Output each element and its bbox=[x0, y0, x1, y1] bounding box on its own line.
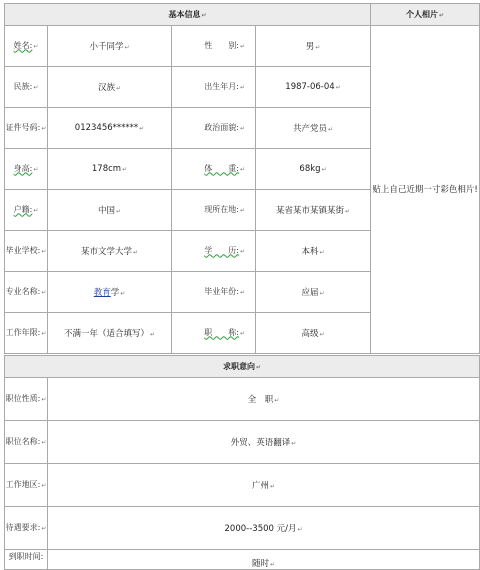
weight-label: 体 重:↵ bbox=[172, 149, 256, 190]
residence-label: 现所在地:↵ bbox=[172, 190, 256, 231]
job-label: 职位名称:↵ bbox=[5, 421, 48, 464]
title-value: 高级↵ bbox=[256, 313, 371, 354]
height-value: 178cm↵ bbox=[48, 149, 172, 190]
political-label: 政治面貌:↵ bbox=[172, 108, 256, 149]
job-intent-header: 求职意向↵ bbox=[5, 356, 480, 378]
weight-value: 68kg↵ bbox=[256, 149, 371, 190]
job-intent-table bbox=[4, 355, 480, 570]
birth-value: 1987-06-04↵ bbox=[256, 67, 371, 108]
photo-placeholder: 贴上自己近期一寸彩色相片! bbox=[371, 26, 480, 354]
job-value: 外贸、英语翻译↵ bbox=[48, 421, 480, 464]
political-value: 共产党员↵ bbox=[256, 108, 371, 149]
salary-label: 待遇要求:↵ bbox=[5, 507, 48, 550]
basic-info-table bbox=[4, 3, 480, 354]
exp-value: 不满一年（适合填写）↵ bbox=[48, 313, 172, 354]
grad-label: 毕业年份:↵ bbox=[172, 272, 256, 313]
area-label: 工作地区:↵ bbox=[5, 464, 48, 507]
area-value: 广州↵ bbox=[48, 464, 480, 507]
name-label: 姓名:↵ bbox=[5, 26, 48, 67]
school-value: 某市文学大学↵ bbox=[48, 231, 172, 272]
major-label: 专业名称:↵ bbox=[5, 272, 48, 313]
start-value: 随时↵ bbox=[48, 550, 480, 570]
gender-label: 性 别:↵ bbox=[172, 26, 256, 67]
id-value: 0123456******↵ bbox=[48, 108, 172, 149]
residence-value: 某省某市某镇某街↵ bbox=[256, 190, 371, 231]
gender-value: 男↵ bbox=[256, 26, 371, 67]
exp-label: 工作年限:↵ bbox=[5, 313, 48, 354]
height-label: 身高:↵ bbox=[5, 149, 48, 190]
ethnicity-value: 汉族↵ bbox=[48, 67, 172, 108]
school-label: 毕业学校:↵ bbox=[5, 231, 48, 272]
major-value: 教育学↵ bbox=[48, 272, 172, 313]
title-label: 职 称:↵ bbox=[172, 313, 256, 354]
id-label: 证件号码:↵ bbox=[5, 108, 48, 149]
name-value: 小千同学↵ bbox=[48, 26, 172, 67]
birth-label: 出生年月:↵ bbox=[172, 67, 256, 108]
salary-value: 2000--3500 元/月↵ bbox=[48, 507, 480, 550]
start-label: 到职时间: bbox=[5, 550, 48, 570]
hukou-label: 户籍:↵ bbox=[5, 190, 48, 231]
photo-header: 个人相片↵ bbox=[371, 4, 480, 26]
grad-value: 应届↵ bbox=[256, 272, 371, 313]
hukou-value: 中国↵ bbox=[48, 190, 172, 231]
degree-value: 本科↵ bbox=[256, 231, 371, 272]
basic-info-header: 基本信息↵ bbox=[5, 4, 371, 26]
degree-label: 学 历:↵ bbox=[172, 231, 256, 272]
nature-label: 职位性质:↵ bbox=[5, 378, 48, 421]
major-link[interactable]: 教育 bbox=[93, 288, 111, 298]
ethnicity-label: 民族:↵ bbox=[5, 67, 48, 108]
nature-value: 全 职↵ bbox=[48, 378, 480, 421]
